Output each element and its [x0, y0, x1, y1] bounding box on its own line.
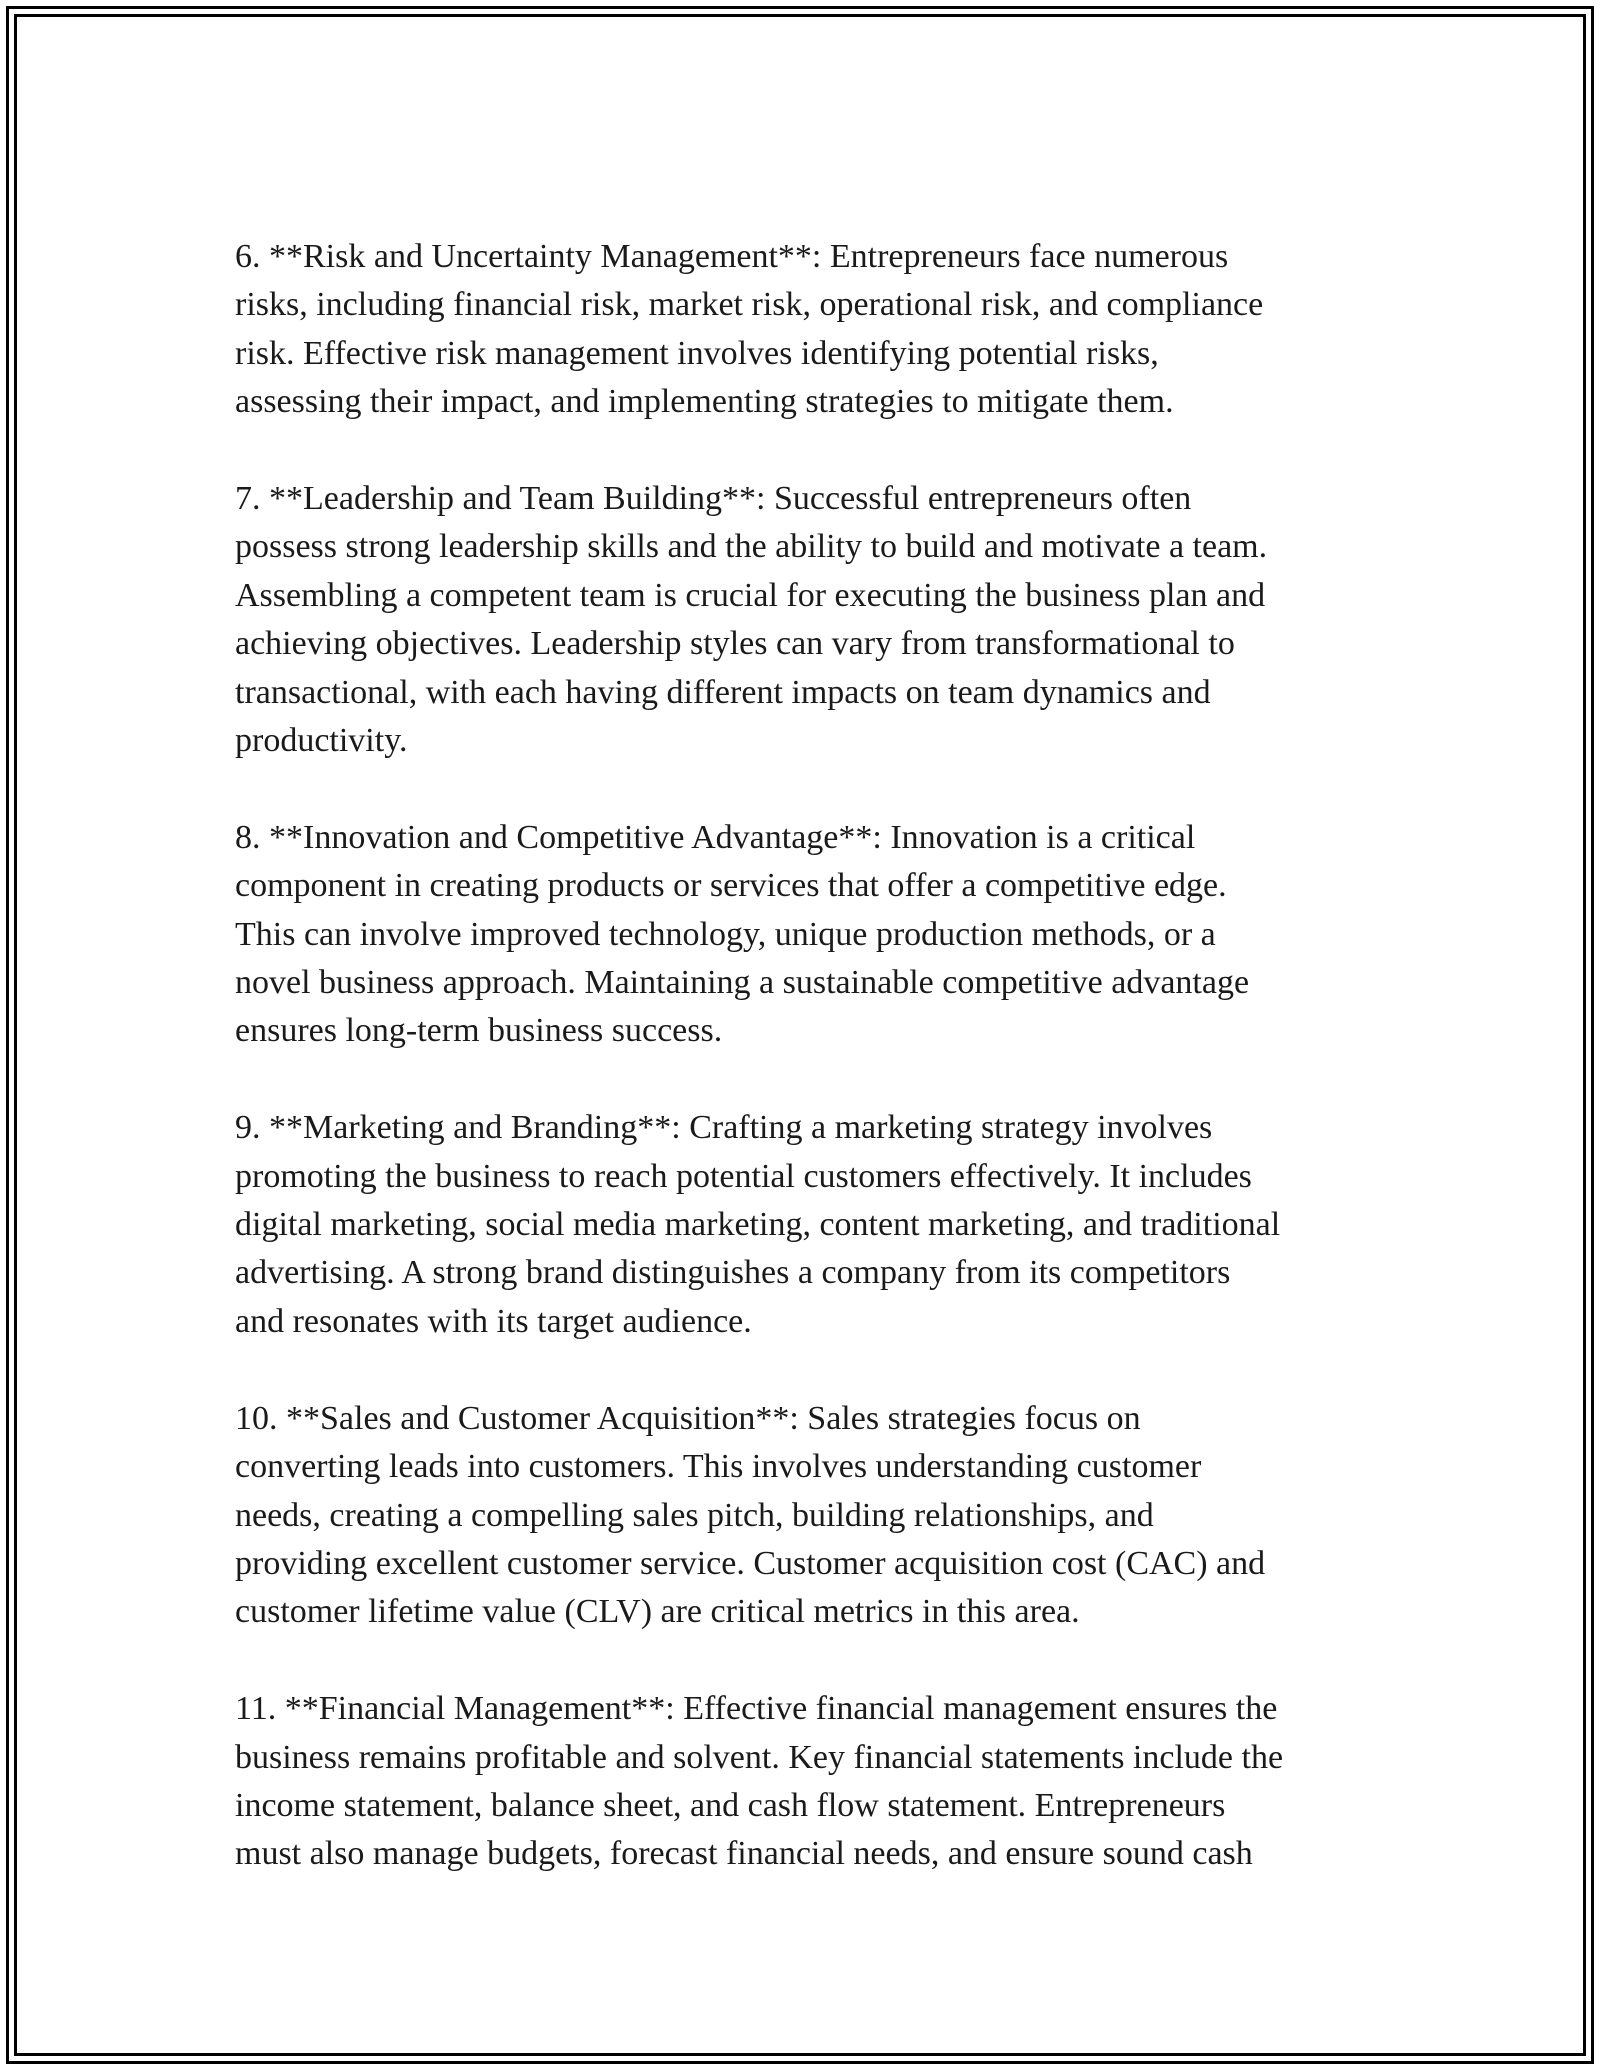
paragraph-marketing: 9. **Marketing and Branding**: Crafting a marketing strategy involves promoting the business to reach potential customers effectively. It includes digital marketing, social media marketing, content marketing, and traditional advertising. A strong brand distinguishes a company from its competitors and resonates with its target audience. — [235, 1109, 1281, 1340]
paragraph-sales: 10. **Sales and Customer Acquisition**: Sales strategies focus on converting leads into customers. This involves understanding customer needs, creating a compelling sales pitch, building relationships, and providing excellent customer service. Customer acquisition cost (CAC) and customer lifetime value (CLV) are critical metrics in this area. — [235, 1399, 1266, 1631]
document-body — [235, 233, 1385, 1927]
paragraph-financial-management: 11. **Financial Management**: Effective financial management ensures the business remains profitable and solvent. Key financial statements include the income statement, balance sheet, and cash flow statement. Entrepreneurs must also manage budgets, forecast financial needs, and ensure sound cash — [235, 1690, 1284, 1873]
paragraph-innovation: 8. **Innovation and Competitive Advantage**: Innovation is a critical component in creating products or services that offer a competitive edge. This can involve improved technology, unique production methods, or a novel business approach. Maintaining a sustainable competitive advantage ensures long-term business success. — [235, 818, 1250, 1050]
paragraph-risk-management: 6. **Risk and Uncertainty Management**: Entrepreneurs face numerous risks, including financial risk, market risk, operational risk, and compliance risk. Effective risk management involves identifying potential risks, assessing their impact, and implementing strategies to mitigate them. — [235, 238, 1264, 421]
paragraph-leadership: 7. **Leadership and Team Building**: Successful entrepreneurs often possess strong leadership skills and the ability to build and motivate a team. Assembling a competent team is crucial for executing the business plan and achieving objectives. Leadership styles can vary from transformational to transactional, with each having different impacts on team dynamics and productivity. — [235, 480, 1268, 760]
